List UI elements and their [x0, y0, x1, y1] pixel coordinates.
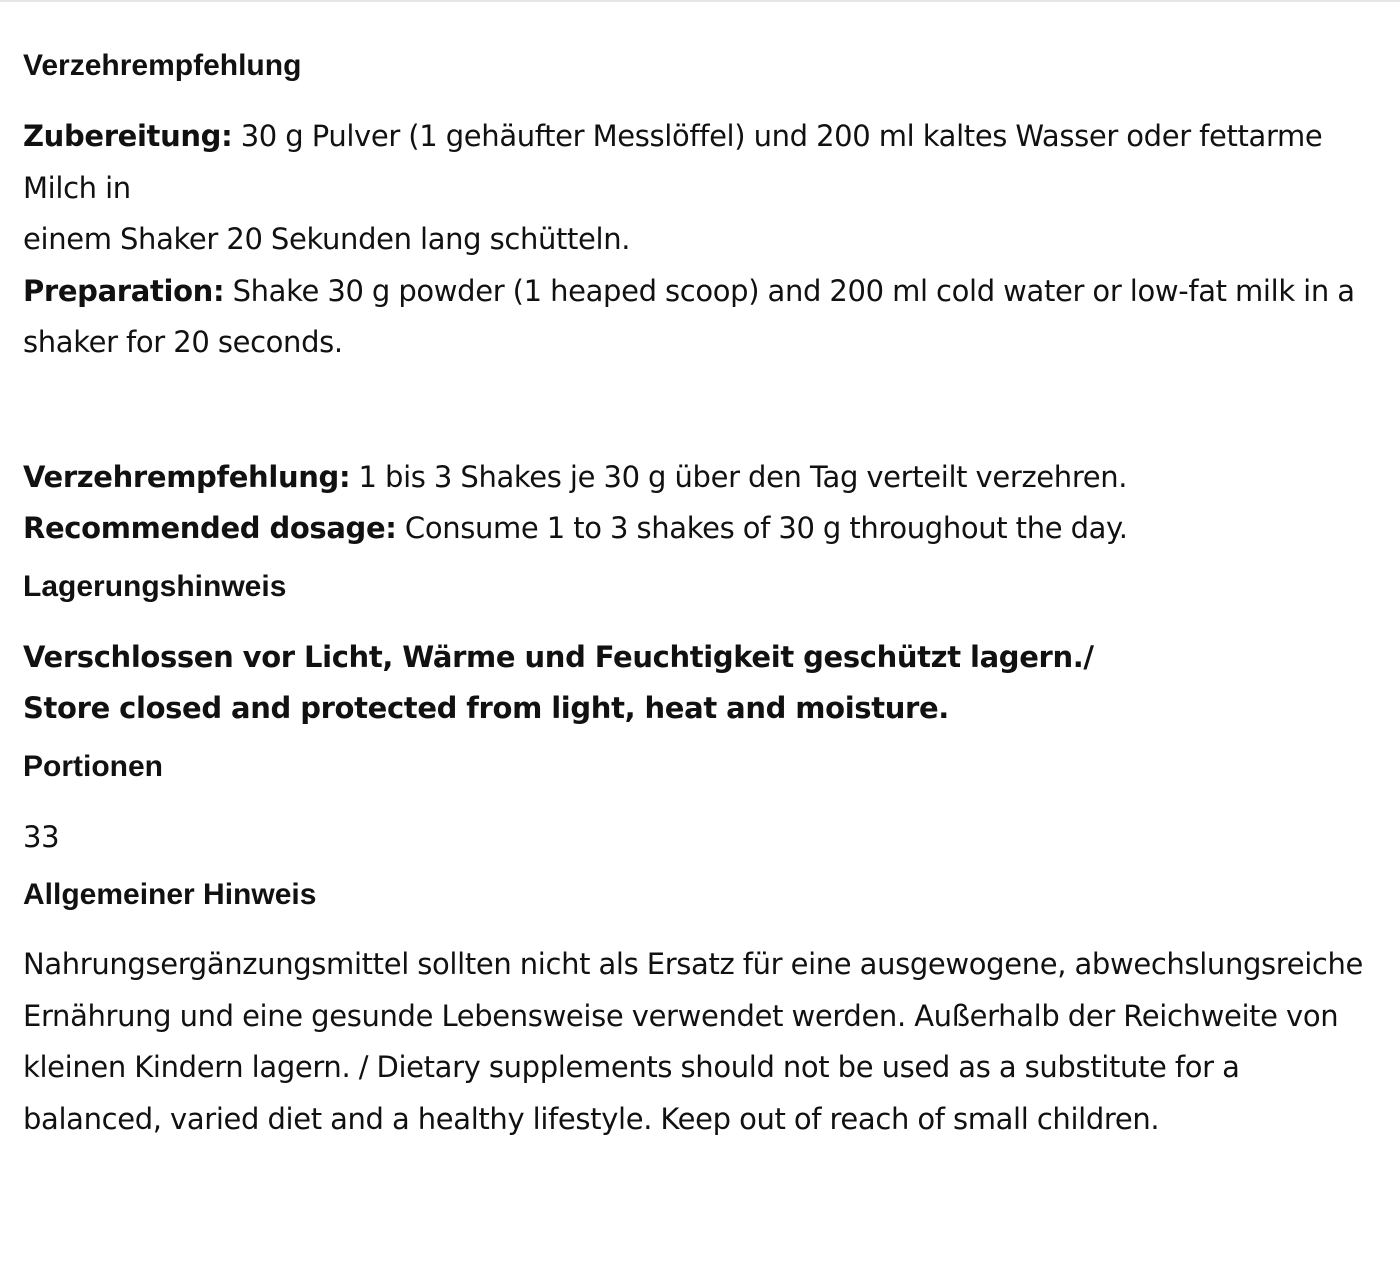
- section-heading-storage: Lagerungshinweis: [23, 569, 287, 603]
- preparation-de-text-1: 30 g Pulver (1 gehäufter Messlöffel) und 200 ml kaltes Wasser oder fettarme Milch in: [23, 119, 1323, 205]
- section-heading-general: Allgemeiner Hinweis: [23, 878, 317, 911]
- dosage-de-label: Verzehrempfehlung:: [23, 459, 351, 494]
- dosage-text: [23, 452, 1383, 555]
- storage-text: [23, 632, 1383, 735]
- preparation-de-text-2: einem Shaker 20 Sekunden lang schütteln.: [23, 222, 631, 256]
- portions-value: 33: [23, 819, 60, 854]
- dosage-en-text: Consume 1 to 3 shakes of 30 g throughout the day.: [396, 511, 1128, 545]
- top-divider: [0, 0, 1400, 2]
- dosage-en-label: Recommended dosage:: [23, 511, 397, 545]
- dosage-de-text: 1 bis 3 Shakes je 30 g über den Tag verteilt verzehren.: [350, 459, 1128, 494]
- product-details: [23, 46, 1383, 1145]
- storage-de-line: Verschlossen vor Licht, Wärme und Feuchtigkeit geschützt lagern./: [23, 639, 1094, 674]
- section-heading-portions: Portionen: [23, 749, 163, 783]
- preparation-en-label: Preparation:: [23, 273, 225, 308]
- storage-en-line: Store closed and protected from light, heat and moisture.: [23, 691, 949, 725]
- general-notice-text: Nahrungsergänzungsmittel sollten nicht als Ersatz für eine ausgewogene, abwechslungsreiche Ernährung und eine gesunde Lebensweise verwendet werden. Außerhalb der Reichweite von kleinen Kindern lagern. / Dietary supplements should not be used as a substitute for a balanced, varied diet and a healthy lifestyle. Keep out of reach of small children.: [23, 947, 1364, 1136]
- preparation-en-text: Shake 30 g powder (1 heaped scoop) and 200 ml cold water or low-fat milk in a shaker for 20 seconds.: [23, 273, 1355, 359]
- preparation-de-label: Zubereitung:: [23, 119, 233, 153]
- preparation-text: [23, 111, 1383, 369]
- section-heading-recommendation: Verzehrempfehlung: [23, 49, 302, 82]
